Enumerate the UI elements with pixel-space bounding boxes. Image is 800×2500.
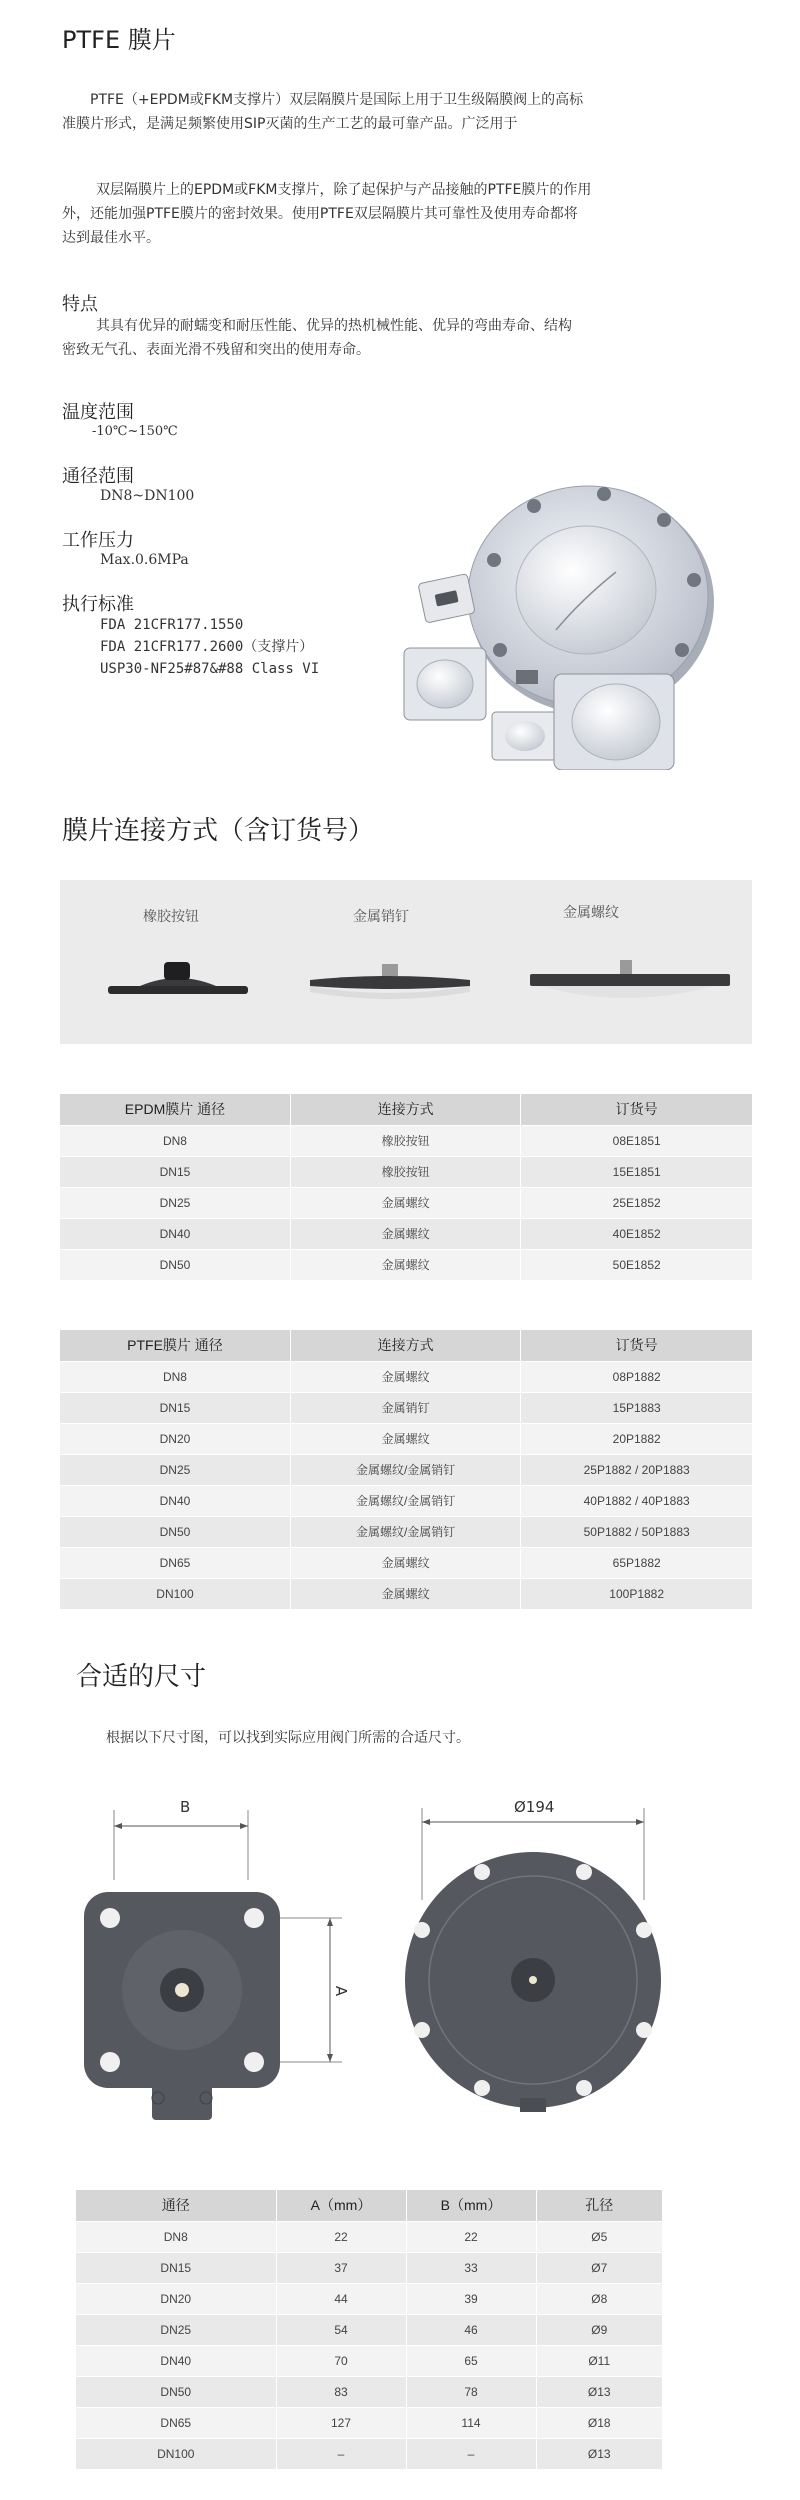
table-row: [60, 1547, 752, 1578]
table-cell: 40E1852: [521, 1218, 752, 1249]
intro-line: 外，还能加强PTFE膜片的密封效果。使用PTFE双层隔膜片其可靠性及使用寿命都将: [62, 206, 578, 222]
table-header: 通径: [76, 2190, 276, 2221]
table-cell: 39: [406, 2283, 536, 2314]
table-cell: 金属螺纹/金属销钉: [290, 1516, 520, 1547]
table-row: [76, 2252, 662, 2283]
table-cell: DN25: [60, 1454, 290, 1485]
table-cell: 50P1882 / 50P1883: [521, 1516, 752, 1547]
table-cell: DN50: [76, 2376, 276, 2407]
standard-label: 执行标准: [62, 594, 134, 615]
table-cell: Ø13: [536, 2376, 662, 2407]
table-header: 孔径: [536, 2190, 662, 2221]
table-header: B（mm）: [406, 2190, 536, 2221]
table-row: [76, 2407, 662, 2438]
intro-line: 准膜片形式，是满足频繁使用SIP灭菌的生产工艺的最可靠产品。广泛用于: [62, 116, 518, 132]
table-cell: 金属螺纹: [290, 1578, 520, 1609]
table-header: 连接方式: [290, 1094, 520, 1125]
connection-types-illustration: [60, 940, 752, 1020]
table-row: [60, 1392, 752, 1423]
table-cell: 33: [406, 2252, 536, 2283]
temp-range-value: -10℃~150℃: [92, 424, 178, 439]
table-cell: 15P1883: [521, 1392, 752, 1423]
table-row: [76, 2221, 662, 2252]
table-cell: DN25: [60, 1187, 290, 1218]
table-row: [60, 1249, 752, 1280]
table-header: A（mm）: [276, 2190, 406, 2221]
size-heading: 合适的尺寸: [76, 1662, 207, 1692]
table-cell: 25P1882 / 20P1883: [521, 1454, 752, 1485]
table-cell: 金属螺纹/金属销钉: [290, 1485, 520, 1516]
rubber-button-diaphragm: [108, 962, 248, 994]
table-cell: –: [276, 2438, 406, 2469]
intro-line: PTFE（+EPDM或FKM支撑片）双层隔膜片是国际上用于卫生级隔膜阀上的高标: [90, 92, 584, 108]
table-cell: 金属螺纹/金属销钉: [290, 1454, 520, 1485]
table-cell: Ø11: [536, 2345, 662, 2376]
conn-type-rubber-button: 橡胶按钮: [143, 909, 199, 925]
table-row: [60, 1454, 752, 1485]
table-row: [76, 2283, 662, 2314]
table-cell: 70: [276, 2345, 406, 2376]
standard-list: [100, 614, 319, 680]
table-cell: 114: [406, 2407, 536, 2438]
connection-heading: 膜片连接方式（含订货号）: [62, 816, 375, 846]
table-row: [60, 1361, 752, 1392]
table-cell: –: [406, 2438, 536, 2469]
table-cell: 100P1882: [521, 1578, 752, 1609]
standard-item: FDA 21CFR177.2600（支撑片）: [100, 639, 314, 655]
table-cell: Ø7: [536, 2252, 662, 2283]
table-cell: 橡胶按钮: [290, 1125, 520, 1156]
metal-thread-diaphragm: [530, 960, 730, 998]
conn-type-metal-pin: 金属销钉: [353, 909, 409, 925]
table-cell: 78: [406, 2376, 536, 2407]
pressure-value: Max.0.6MPa: [100, 552, 189, 568]
table-header-row: [60, 1094, 752, 1125]
table-header-row: [60, 1330, 752, 1361]
features-heading: 特点: [62, 294, 98, 315]
table-row: [76, 2376, 662, 2407]
table-cell: 08E1851: [521, 1125, 752, 1156]
table-cell: DN50: [60, 1249, 290, 1280]
table-cell: 50E1852: [521, 1249, 752, 1280]
epdm-order-table: [60, 1094, 752, 1280]
dimension-label-b: B: [180, 1798, 191, 1816]
table-cell: DN15: [60, 1392, 290, 1423]
table-cell: DN20: [76, 2283, 276, 2314]
features-line: 密致无气孔、表面光滑不残留和突出的使用寿命。: [62, 342, 370, 358]
table-cell: 54: [276, 2314, 406, 2345]
table-cell: DN8: [60, 1125, 290, 1156]
table-cell: 金属螺纹: [290, 1187, 520, 1218]
table-cell: DN65: [76, 2407, 276, 2438]
table-cell: 40P1882 / 40P1883: [521, 1485, 752, 1516]
table-cell: 83: [276, 2376, 406, 2407]
table-cell: DN100: [76, 2438, 276, 2469]
table-cell: DN8: [76, 2221, 276, 2252]
dimension-label-a: A: [332, 1985, 351, 1997]
table-cell: 橡胶按钮: [290, 1156, 520, 1187]
table-cell: 127: [276, 2407, 406, 2438]
table-cell: Ø9: [536, 2314, 662, 2345]
table-cell: Ø18: [536, 2407, 662, 2438]
table-cell: DN50: [60, 1516, 290, 1547]
dn-range-label: 通径范围: [62, 466, 134, 487]
table-cell: 22: [276, 2221, 406, 2252]
table-row: [60, 1578, 752, 1609]
diaphragm-product-image: [396, 480, 716, 770]
table-header: 连接方式: [290, 1330, 520, 1361]
table-cell: 20P1882: [521, 1423, 752, 1454]
intro-line: 达到最佳水平。: [62, 230, 160, 246]
table-row: [60, 1516, 752, 1547]
table-row: [60, 1485, 752, 1516]
table-cell: 22: [406, 2221, 536, 2252]
intro-paragraph-2: [62, 178, 652, 250]
table-cell: 金属螺纹: [290, 1249, 520, 1280]
table-cell: 08P1882: [521, 1361, 752, 1392]
table-cell: Ø8: [536, 2283, 662, 2314]
table-row: [60, 1156, 752, 1187]
features-paragraph: [62, 314, 642, 362]
size-table: [76, 2190, 662, 2469]
square-diaphragm-drawing: [84, 1810, 342, 2120]
table-cell: 65: [406, 2345, 536, 2376]
standard-item: FDA 21CFR177.1550: [100, 617, 244, 633]
table-cell: DN40: [60, 1485, 290, 1516]
table-cell: DN65: [60, 1547, 290, 1578]
intro-paragraph-1: [62, 88, 642, 136]
table-row: [60, 1423, 752, 1454]
table-cell: 金属螺纹: [290, 1547, 520, 1578]
intro-line: 双层隔膜片上的EPDM或FKM支撑片，除了起保护与产品接触的PTFE膜片的作用: [96, 182, 592, 198]
table-cell: DN8: [60, 1361, 290, 1392]
table-cell: DN25: [76, 2314, 276, 2345]
temp-range-label: 温度范围: [62, 402, 134, 423]
dimension-label-diameter: Ø194: [514, 1798, 555, 1816]
round-diaphragm-drawing: [405, 1808, 661, 2112]
table-cell: DN40: [76, 2345, 276, 2376]
table-header: 订货号: [521, 1094, 752, 1125]
dn-range-value: DN8~DN100: [100, 488, 195, 504]
table-row: [76, 2438, 662, 2469]
ptfe-order-table: [60, 1330, 752, 1609]
table-cell: DN40: [60, 1218, 290, 1249]
table-cell: 金属销钉: [290, 1392, 520, 1423]
table-row: [60, 1125, 752, 1156]
table-cell: DN20: [60, 1423, 290, 1454]
table-row: [60, 1218, 752, 1249]
table-cell: 46: [406, 2314, 536, 2345]
table-cell: Ø13: [536, 2438, 662, 2469]
table-cell: 15E1851: [521, 1156, 752, 1187]
table-cell: 金属螺纹: [290, 1423, 520, 1454]
features-line: 其具有优异的耐蠕变和耐压性能、优异的热机械性能、优异的弯曲寿命、结构: [96, 318, 572, 334]
table-header: 订货号: [521, 1330, 752, 1361]
table-cell: 金属螺纹: [290, 1361, 520, 1392]
metal-pin-diaphragm: [310, 964, 470, 999]
size-description: 根据以下尺寸图，可以找到实际应用阀门所需的合适尺寸。: [106, 1730, 470, 1746]
conn-type-metal-thread: 金属螺纹: [563, 905, 619, 921]
table-header: EPDM膜片 通径: [60, 1094, 290, 1125]
pressure-label: 工作压力: [62, 530, 134, 551]
table-cell: DN15: [76, 2252, 276, 2283]
table-cell: 金属螺纹: [290, 1218, 520, 1249]
table-cell: 37: [276, 2252, 406, 2283]
table-header: PTFE膜片 通径: [60, 1330, 290, 1361]
table-row: [76, 2345, 662, 2376]
dimension-drawing: [60, 1780, 752, 2150]
table-cell: Ø5: [536, 2221, 662, 2252]
standard-item: USP30-NF25#87&#88 Class VI: [100, 661, 320, 677]
page-title: PTFE 膜片: [62, 26, 176, 54]
table-cell: DN100: [60, 1578, 290, 1609]
table-cell: 65P1882: [521, 1547, 752, 1578]
table-header-row: [76, 2190, 662, 2221]
table-row: [60, 1187, 752, 1218]
table-cell: 25E1852: [521, 1187, 752, 1218]
table-cell: DN15: [60, 1156, 290, 1187]
table-row: [76, 2314, 662, 2345]
table-cell: 44: [276, 2283, 406, 2314]
